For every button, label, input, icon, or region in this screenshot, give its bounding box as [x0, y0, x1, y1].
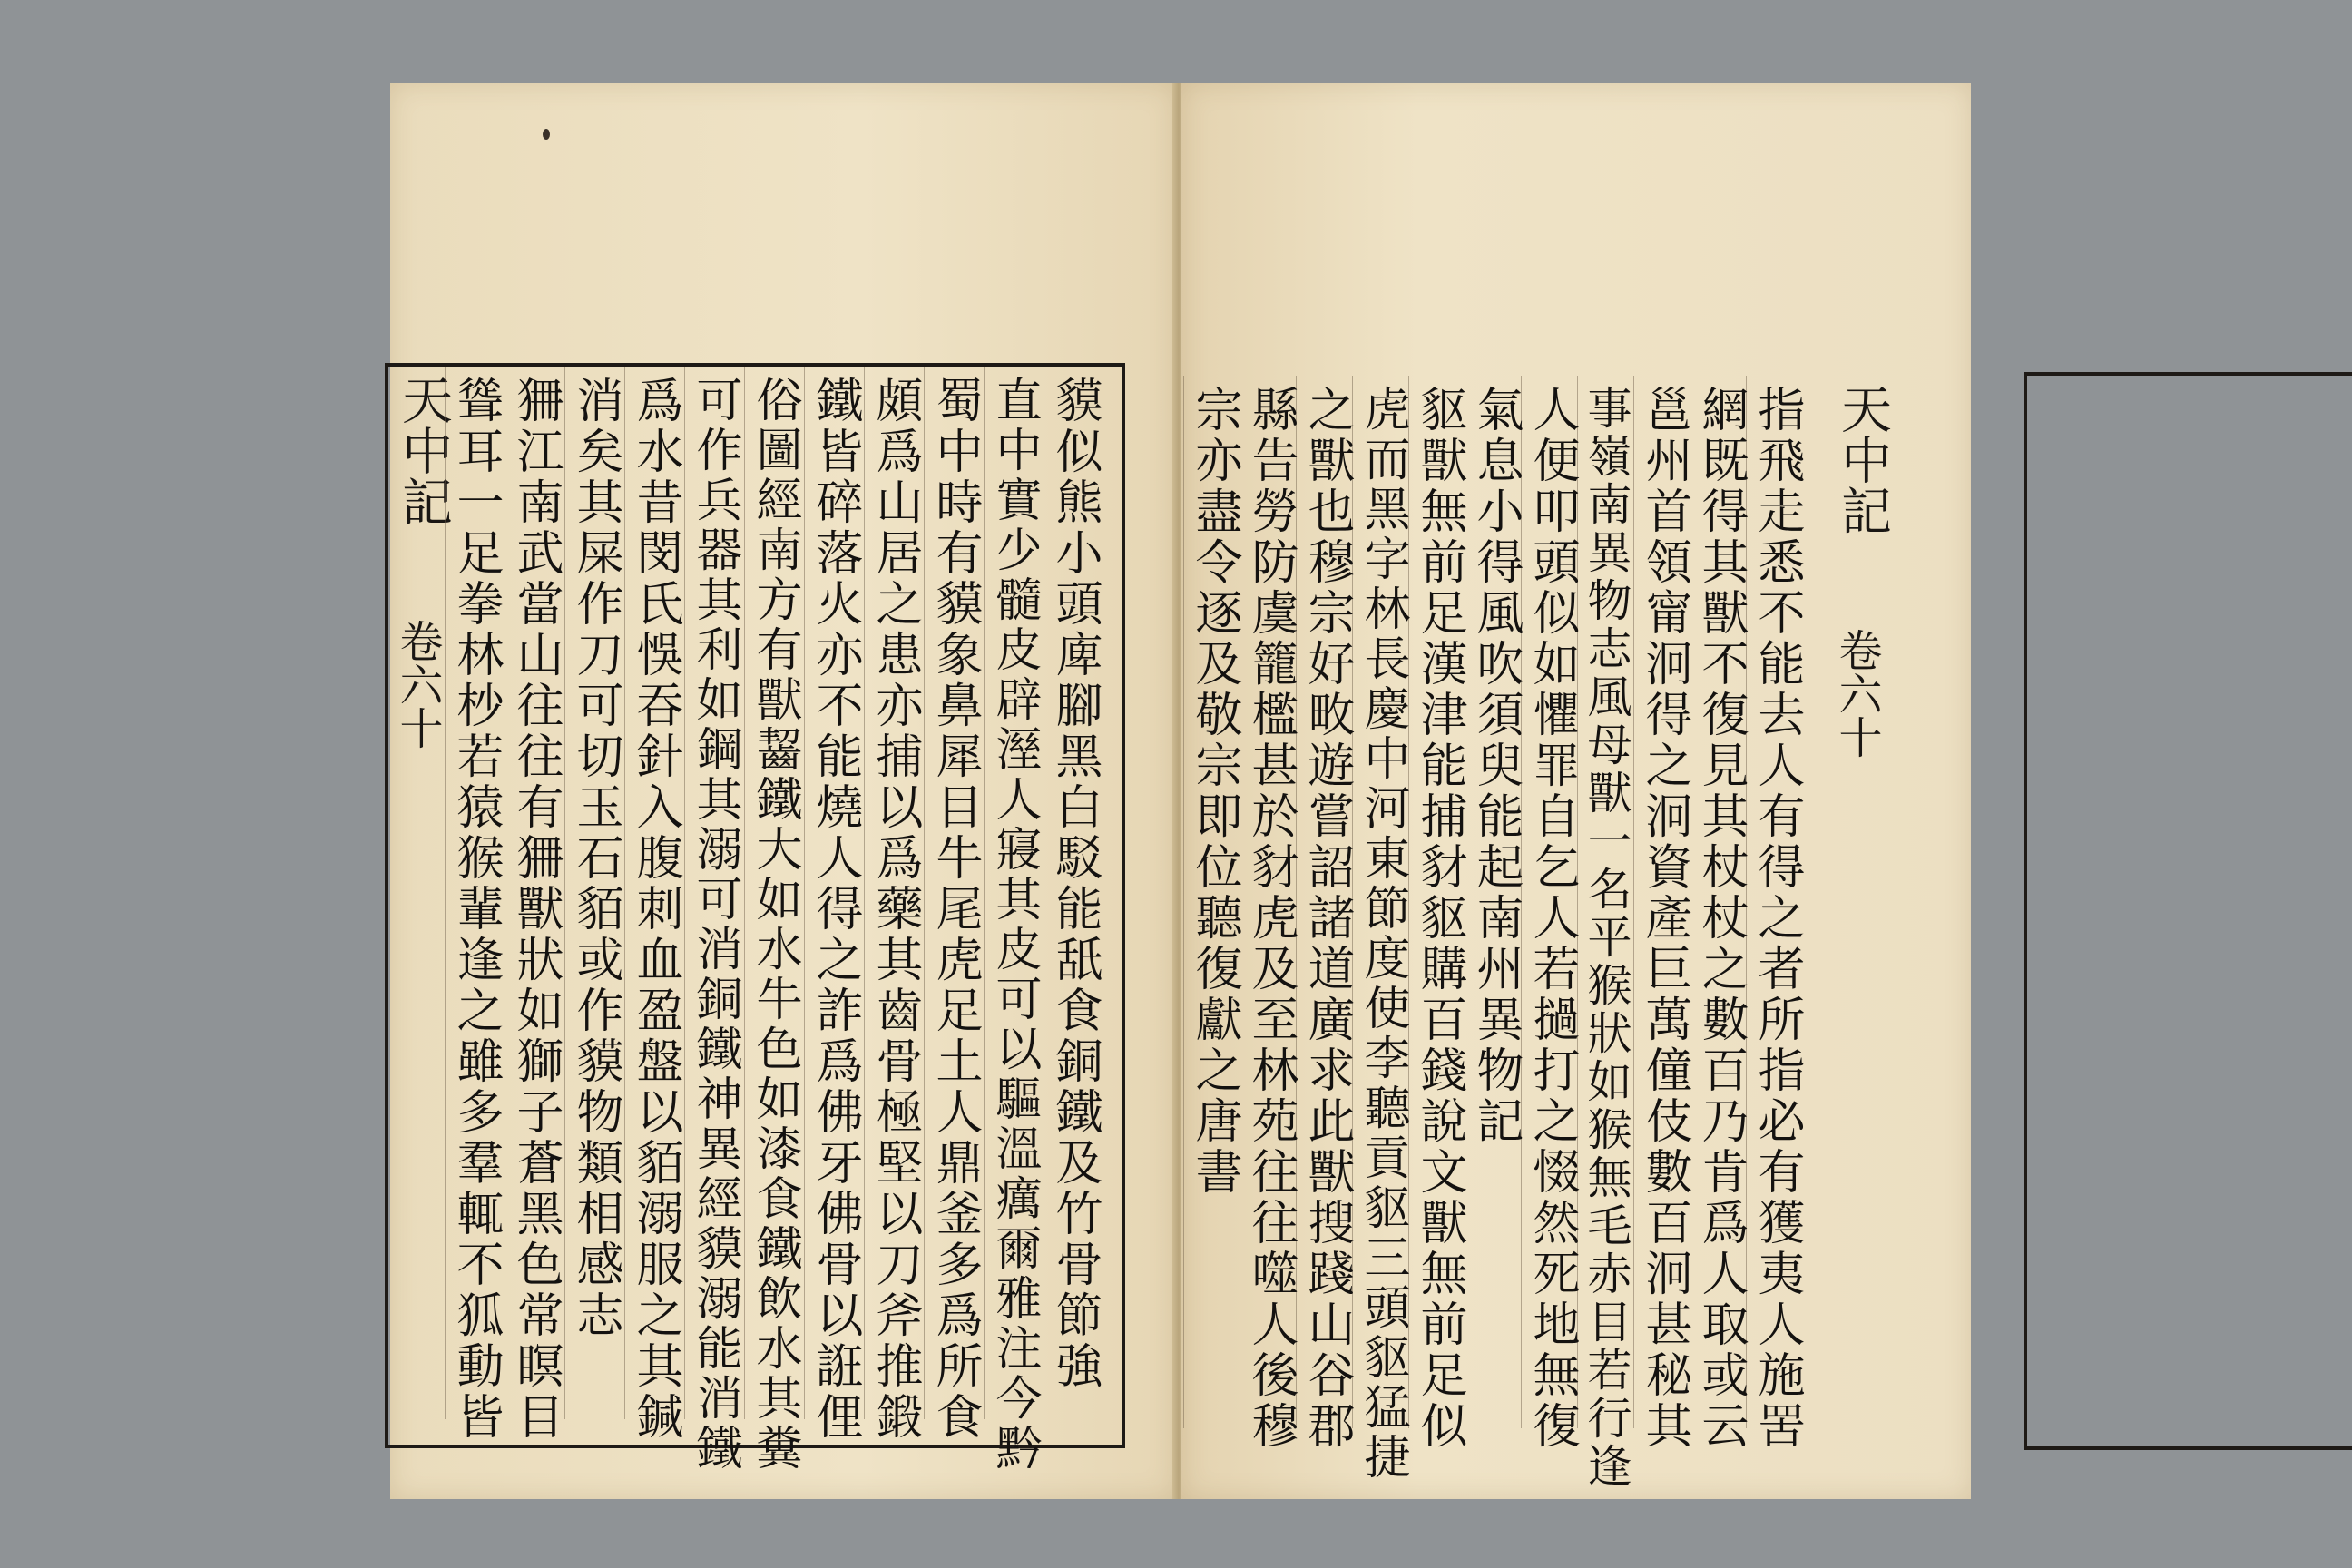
- text-column: 事嶺南異物志風母獸一名平猴狀如猴無毛赤目若行逢: [1581, 385, 1632, 1491]
- text-column: 氣息小得風吹須臾能起南州異物記: [1468, 385, 1523, 1147]
- column-rule: [924, 367, 925, 1419]
- text-column: 指飛走悉不能去人有得之者所指必有獲夷人施罟: [1749, 385, 1804, 1452]
- column-rule: [445, 367, 446, 1419]
- left-margin-volume: 卷六十: [392, 619, 443, 750]
- text-column: 狦江南武當山往往有狦獸狀如獅子蒼黑色常瞑目: [508, 376, 563, 1443]
- text-column: 爲水昔閔氏悞吞針入腹刺血盈盤以貊溺服之其鍼: [628, 376, 682, 1443]
- column-rule: [984, 367, 985, 1419]
- column-rule: [684, 367, 685, 1419]
- text-column: 網既得其獸不復見其杖杖之數百乃肯爲人取或云: [1693, 385, 1748, 1452]
- left-margin-title: 天中記: [394, 374, 453, 526]
- right-margin-volume: 卷六十: [1831, 628, 1882, 759]
- column-rule: [804, 367, 805, 1419]
- text-column: 宗亦盡令逐及敬宗即位聽復獻之唐書: [1187, 385, 1241, 1198]
- text-column: 頗爲山居之患亦捕以爲藥其齒骨極堅以刀斧推鍛: [867, 376, 922, 1443]
- text-column: 虎而黑字林長慶中河東節度使李聽貢䝙三頭䝙猛捷: [1356, 385, 1409, 1483]
- right-margin-title: 天中記: [1833, 383, 1892, 535]
- column-rule: [564, 367, 565, 1419]
- text-column: 直中實少髓皮辟溼人寢其皮可以驅溫癘爾雅注今黔: [987, 376, 1041, 1474]
- column-rule: [744, 367, 745, 1419]
- right-page: [1181, 83, 1971, 1499]
- column-rule: [864, 367, 865, 1419]
- text-column: 蜀中時有貘象鼻犀目牛尾虎足土人鼎釜多爲所食: [927, 376, 982, 1443]
- text-column: 俗圖經南方有獸齧鐵大如水牛色如漆食鐵飲水其糞: [748, 376, 801, 1474]
- text-column: 貘似熊小頭庳腳黑白駁能舐食銅鐵及竹骨節強: [1047, 376, 1102, 1392]
- text-column: 䝙獸無前足漢津能捕豺䝙購百錢說文獸無前足似: [1412, 385, 1466, 1452]
- text-column: 邕州首領甯泂得之泂資產巨萬僮伎數百泂甚秘其: [1637, 385, 1691, 1452]
- column-rule: [624, 367, 625, 1419]
- ink-dot: [543, 129, 550, 140]
- column-rule: [1183, 376, 1184, 1428]
- open-book: [390, 83, 2352, 1499]
- text-column: 消矣其屎作刀可切玉石貊或作貘物類相感志: [568, 376, 622, 1341]
- text-column: 之獸也穆宗好畋遊嘗詔諸道廣求此獸搜踐山谷郡: [1299, 385, 1354, 1452]
- text-column: 可作兵器其利如鋼其溺可消銅鐵神異經貘溺能消鐵: [688, 376, 741, 1474]
- column-rule: [1633, 376, 1634, 1428]
- right-page-frame: [2024, 372, 2352, 1450]
- text-column: 聳耳一足拳林杪若猿猴輩逢之雖多羣輒不狐動皆: [448, 376, 503, 1443]
- text-column: 縣告勞防虞籠檻甚於豺虎及至林苑往往噬人後穆: [1243, 385, 1298, 1452]
- left-page: [390, 83, 1176, 1499]
- text-column: 人便叩頭似如懼罪自乞人若撾打之惙然死地無復: [1524, 385, 1579, 1452]
- text-column: 鐵皆碎落火亦不能燒人得之詐爲佛牙佛骨以誑俚: [808, 376, 862, 1443]
